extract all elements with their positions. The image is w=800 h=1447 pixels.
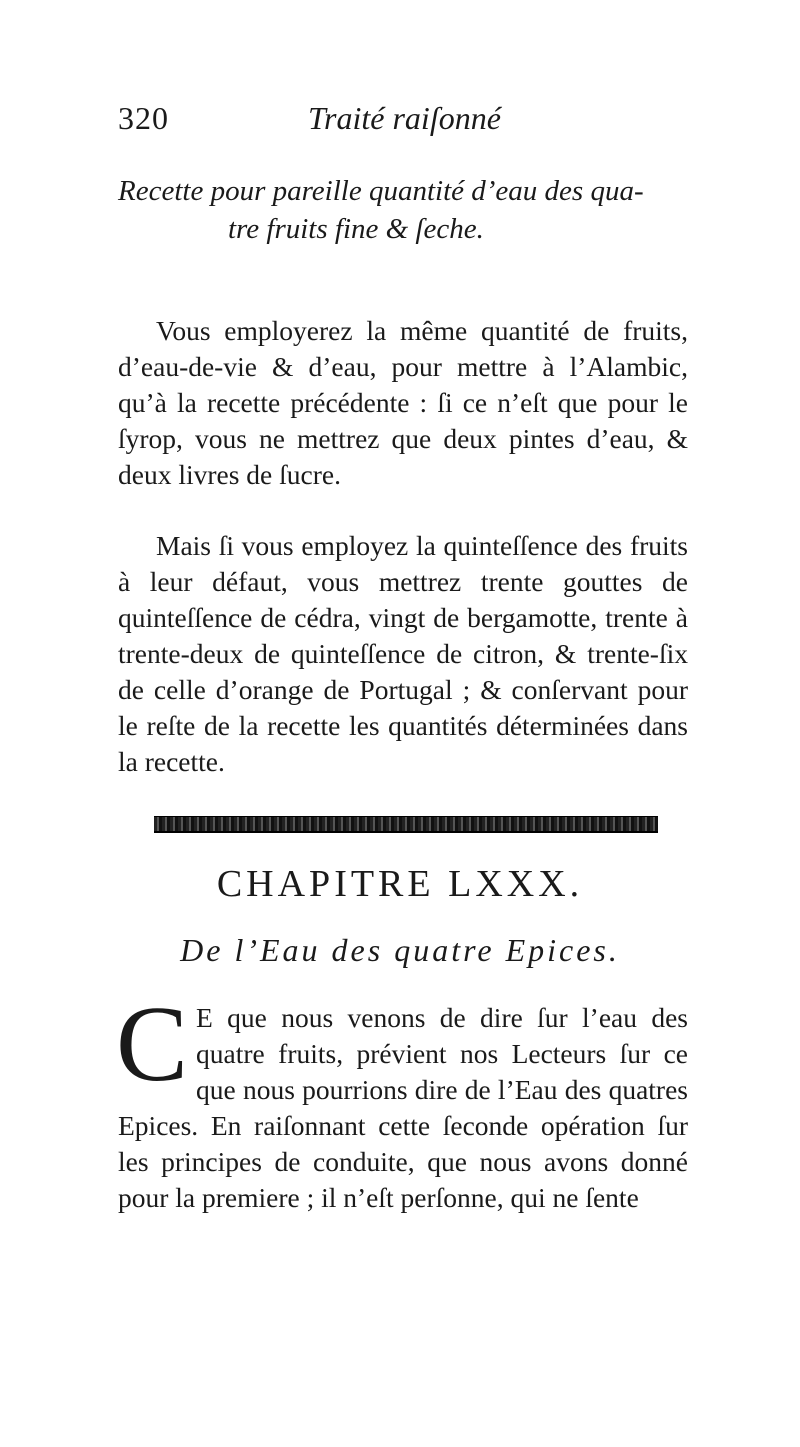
chapter-body bbox=[116, 985, 688, 1216]
page-header bbox=[118, 100, 688, 144]
chapter-title: CHAPITRE LXXX. bbox=[216, 863, 584, 905]
paragraph-2: Mais ſi vous employez la quinteſſence des fruits à leur défaut, vous mettrez trente gouttes de quinteſſence de cédra, vingt de bergamotte, trente à trente-deux de quinteſſence de citron, & trente-ſix de celle d’orange de Portugal ; & conſervant pour le reſte de la recette les quantités déterminées dans la recette. bbox=[118, 529, 688, 777]
chapter-body-text: E que nous venons de dire ſur l’eau des quatre fruits, prévient nos Lecteurs ſur ce que nous pourrions dire de l’Eau des quatres Epices. En raiſonnant cette ſeconde opération ſur les principes de conduite, que nous avons donné pour la premiere ; il n’eſt perſonne, qui ne ſente bbox=[118, 1002, 688, 1213]
recipe-heading-line-2: tre fruits fine & ſeche. bbox=[228, 213, 484, 245]
running-title: Traité raiſonné bbox=[308, 100, 501, 136]
paragraph-1: Vous employerez la même quantité de fruits, d’eau-de-vie & d’eau, pour mettre à l’Alambic, qu’à la recette précédente : ſi ce n’eſt que pour le ſyrop, vous ne mettrez que deux pintes d’eau, & deux livres de ſucre. bbox=[118, 314, 688, 490]
section-divider bbox=[154, 816, 658, 833]
drop-cap: C bbox=[116, 985, 189, 1104]
recipe-heading bbox=[118, 172, 688, 248]
recipe-heading-line-1: Recette pour pareille quantité d’eau des qua- bbox=[118, 175, 644, 207]
page-number: 320 bbox=[118, 100, 169, 136]
chapter-subtitle: De l’Eau des quatre Epices. bbox=[180, 932, 620, 968]
